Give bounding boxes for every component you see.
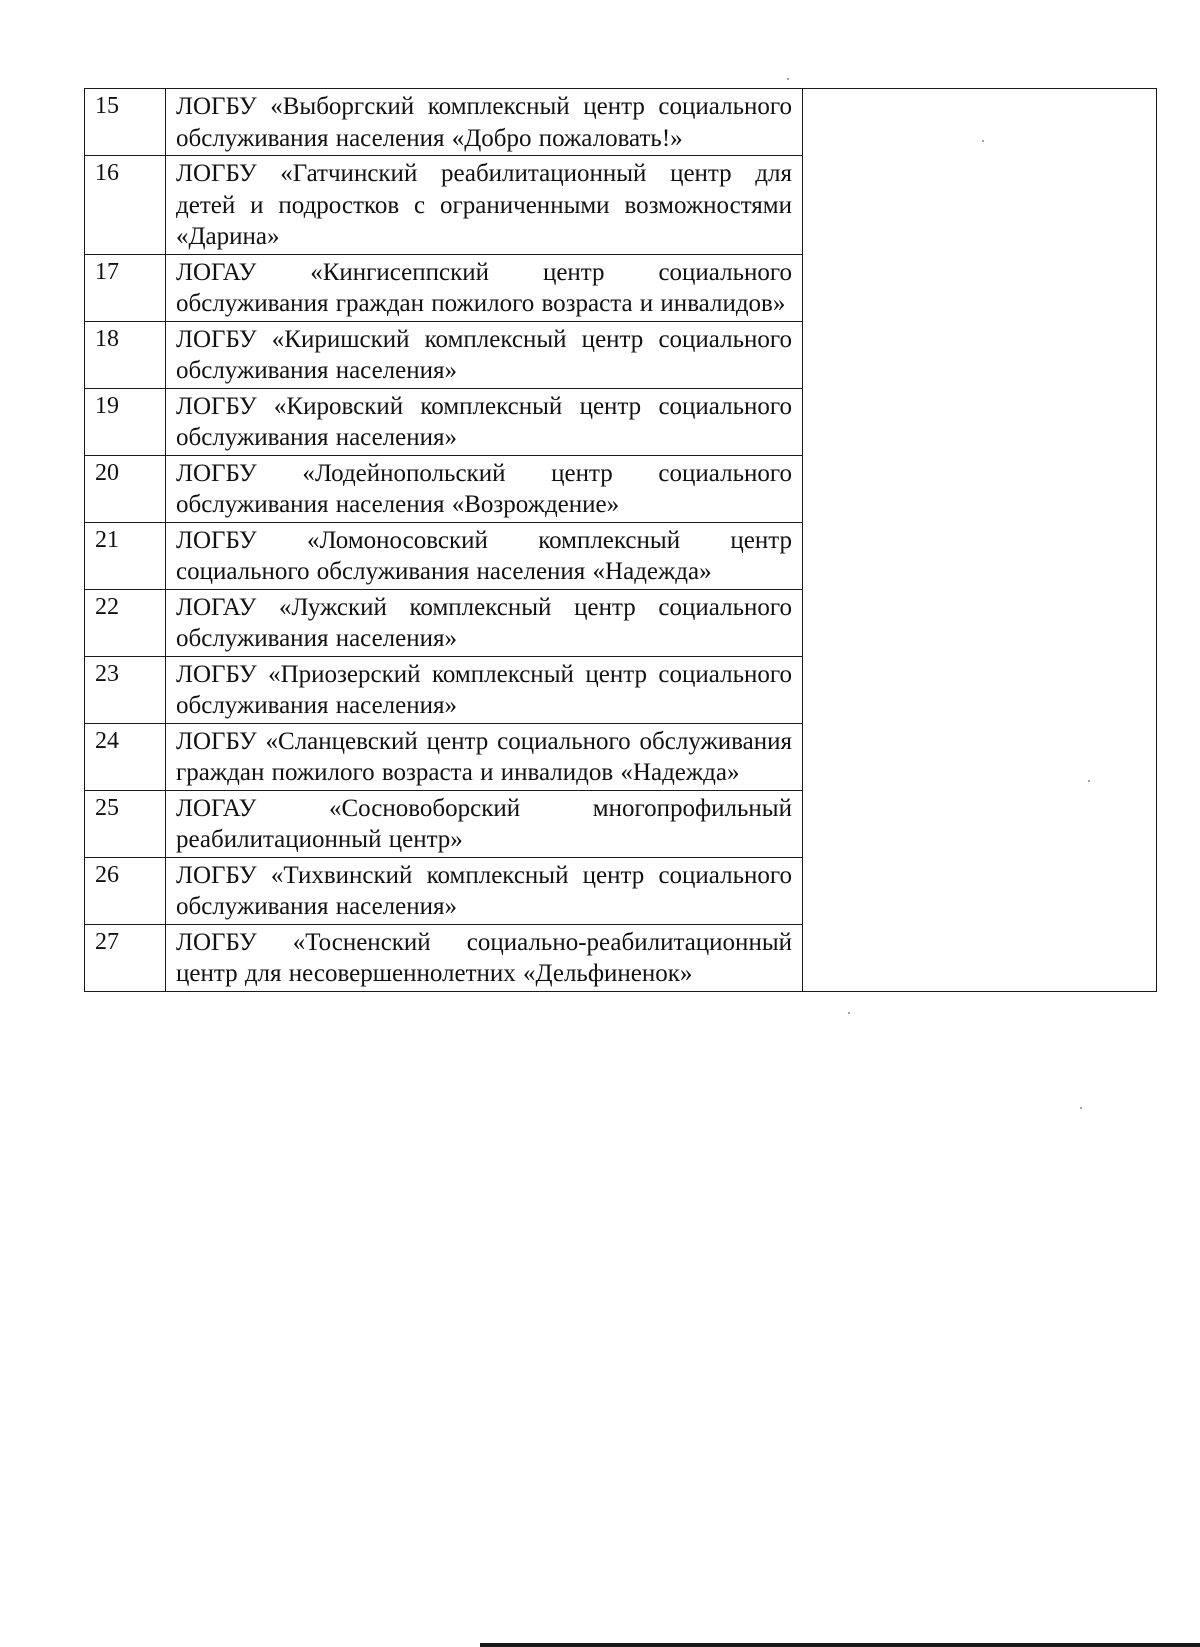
row-number: 23 (85, 656, 166, 723)
institution-name: ЛОГБУ «Сланцевский центр социального обслуживания граждан пожилого возраста и инвалидов «Надежда» (166, 723, 803, 790)
institution-name: ЛОГБУ «Гатчинский реабилитационный центр для детей и подростков с ограниченными возможностями «Дарина» (166, 156, 803, 255)
row-number: 25 (85, 790, 166, 857)
table-row (85, 89, 1157, 156)
row-number: 19 (85, 388, 166, 455)
institution-name: ЛОГБУ «Кировский комплексный центр социального обслуживания населения» (166, 388, 803, 455)
row-number: 26 (85, 857, 166, 924)
row-number: 27 (85, 924, 166, 991)
row-number: 16 (85, 156, 166, 255)
row-number: 24 (85, 723, 166, 790)
institutions-table (84, 88, 1157, 992)
institution-name: ЛОГБУ «Тосненский социально-реабилитационный центр для несовершеннолетних «Дельфиненок» (166, 924, 803, 991)
scan-speck (1088, 780, 1090, 782)
row-number: 18 (85, 321, 166, 388)
institution-name: ЛОГБУ «Лодейнопольский центр социального обслуживания населения «Возрождение» (166, 455, 803, 522)
institution-name: ЛОГАУ «Кингисеппский центр социального обслуживания граждан пожилого возраста и инвалидов» (166, 254, 803, 321)
page-bottom-edge (480, 1643, 1200, 1647)
institution-name: ЛОГАУ «Лужский комплексный центр социального обслуживания населения» (166, 589, 803, 656)
row-number: 20 (85, 455, 166, 522)
row-number: 22 (85, 589, 166, 656)
row-number: 17 (85, 254, 166, 321)
row-number: 15 (85, 89, 166, 156)
institution-name: ЛОГБУ «Тихвинский комплексный центр социального обслуживания населения» (166, 857, 803, 924)
institution-name: ЛОГБУ «Приозерский комплексный центр социального обслуживания населения» (166, 656, 803, 723)
institution-name: ЛОГБУ «Киришский комплексный центр социального обслуживания населения» (166, 321, 803, 388)
institution-name: ЛОГАУ «Сосновоборский многопрофильный реабилитационный центр» (166, 790, 803, 857)
row-number: 21 (85, 522, 166, 589)
scan-speck (1080, 1107, 1082, 1109)
scan-speck (787, 78, 789, 80)
institution-name: ЛОГБУ «Выборгский комплексный центр социального обслуживания населения «Добро пожаловать!» (166, 89, 803, 156)
scan-speck (982, 140, 984, 142)
empty-column-cell (803, 89, 1157, 992)
table-body (85, 89, 1157, 992)
scan-speck (848, 1012, 850, 1014)
institution-name: ЛОГБУ «Ломоносовский комплексный центр социального обслуживания населения «Надежда» (166, 522, 803, 589)
